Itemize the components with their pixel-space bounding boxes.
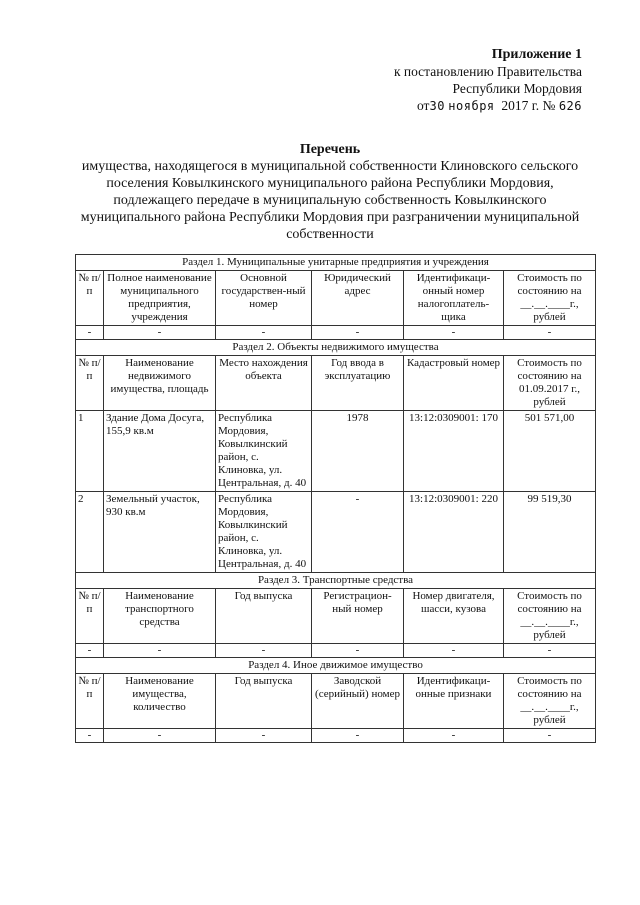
table-cell: - [404, 644, 504, 658]
table-row [76, 729, 596, 743]
table-row [76, 492, 596, 573]
table-cell: Республика Мордовия, Ковылкинский район, с. Клиновка, ул. Центральная, д. 40 [216, 492, 312, 573]
table-cell: - [216, 326, 312, 340]
title-body: имущества, находящегося в муниципальной собственности Клиновского сельского поселения Ковылкинского муниципального района Республики Мордовия, подлежащего передаче в муниципальную собственность Ковылкинского муниципального района Республики Мордовия при разграничении муниципальной собственности [80, 159, 580, 242]
table-cell: Республика Мордовия, Ковылкинский район, с. Клиновка, ул. Центральная, д. 40 [216, 411, 312, 492]
date-day: 30 [429, 99, 445, 113]
header-cell: № п/п [76, 356, 104, 411]
header-cell: Наименование имущества, количество [104, 674, 216, 729]
table-cell: 99 519,30 [504, 492, 596, 573]
date-year: 2017 г. № [501, 98, 556, 113]
table-cell: 13:12:0309001: 170 [404, 411, 504, 492]
header-cell: Регистрацион-ный номер [312, 589, 404, 644]
table-cell: 2 [76, 492, 104, 573]
table-cell: - [216, 644, 312, 658]
table-cell: - [504, 644, 596, 658]
header-cell: Заводской (серийный) номер [312, 674, 404, 729]
header-cell: № п/п [76, 589, 104, 644]
header-cell: Год ввода в эксплуатацию [312, 356, 404, 411]
section-title-row [76, 340, 596, 356]
appendix-title: Приложение 1 [491, 47, 582, 62]
decree-number: 626 [558, 99, 582, 113]
property-table [75, 254, 596, 743]
appendix-line-2: Республики Мордовия [452, 81, 582, 96]
header-cell: Кадастровый номер [404, 356, 504, 411]
section-title-row [76, 573, 596, 589]
header-row [76, 271, 596, 326]
appendix-line-1: к постановлению Правительства [393, 64, 582, 79]
header-cell: Номер двигателя, шасси, кузова [404, 589, 504, 644]
header-cell: Наименование транспортного средства [104, 589, 216, 644]
table-cell: - [312, 644, 404, 658]
table-cell: Здание Дома Досуга, 155,9 кв.м [104, 411, 216, 492]
table-cell: - [76, 729, 104, 743]
table-cell: 501 571,00 [504, 411, 596, 492]
date-month: ноября [448, 99, 495, 113]
header-row [76, 356, 596, 411]
table-cell: - [404, 326, 504, 340]
header-cell: Идентификаци-онный номер налогоплатель-щика [404, 271, 504, 326]
header-cell: Год выпуска [216, 589, 312, 644]
header-cell: Юридический адрес [312, 271, 404, 326]
header-cell: Стоимость по состоянию на 01.09.2017 г., рублей [504, 356, 596, 411]
section-title-row [76, 658, 596, 674]
title-heading: Перечень [299, 142, 361, 157]
section-title: Раздел 2. Объекты недвижимого имущества [76, 340, 596, 356]
header-cell: Место нахождения объекта [216, 356, 312, 411]
table-cell: Земельный участок, 930 кв.м [104, 492, 216, 573]
section-title: Раздел 1. Муниципальные унитарные предприятия и учреждения [76, 255, 596, 271]
header-cell: Полное наименование муниципального предприятия, учреждения [104, 271, 216, 326]
header-cell: № п/п [76, 674, 104, 729]
table-cell: - [504, 729, 596, 743]
table-cell: - [104, 644, 216, 658]
table-row [76, 326, 596, 340]
table-row [76, 644, 596, 658]
table-cell: - [104, 326, 216, 340]
header-cell: Стоимость по состоянию на __.__.____г., рублей [504, 674, 596, 729]
table-cell: - [312, 326, 404, 340]
header-cell: Идентификаци-онные признаки [404, 674, 504, 729]
table-cell: - [312, 492, 404, 573]
header-cell: Наименование недвижимого имущества, площадь [104, 356, 216, 411]
table-cell: - [504, 326, 596, 340]
header-row [76, 674, 596, 729]
appendix-block [322, 46, 582, 115]
table-cell: - [104, 729, 216, 743]
header-cell: Стоимость по состоянию на __.__.____г., рублей [504, 271, 596, 326]
header-cell: № п/п [76, 271, 104, 326]
section-title: Раздел 4. Иное движимое имущество [76, 658, 596, 674]
table-cell: 1978 [312, 411, 404, 492]
table-cell: - [76, 326, 104, 340]
table-cell: 1 [76, 411, 104, 492]
table-row [76, 411, 596, 492]
header-cell: Стоимость по состоянию на __.__.____г., рублей [504, 589, 596, 644]
header-cell: Год выпуска [216, 674, 312, 729]
header-cell: Основной государствен-ный номер [216, 271, 312, 326]
date-prefix: от [416, 98, 430, 113]
table-cell: - [216, 729, 312, 743]
section-title-row [76, 255, 596, 271]
table-cell: - [404, 729, 504, 743]
appendix-date-line [322, 97, 582, 115]
table-cell: - [76, 644, 104, 658]
table-cell: 13:12:0309001: 220 [404, 492, 504, 573]
table-cell: - [312, 729, 404, 743]
header-row [76, 589, 596, 644]
section-title: Раздел 3. Транспортные средства [76, 573, 596, 589]
document-title [80, 141, 580, 243]
